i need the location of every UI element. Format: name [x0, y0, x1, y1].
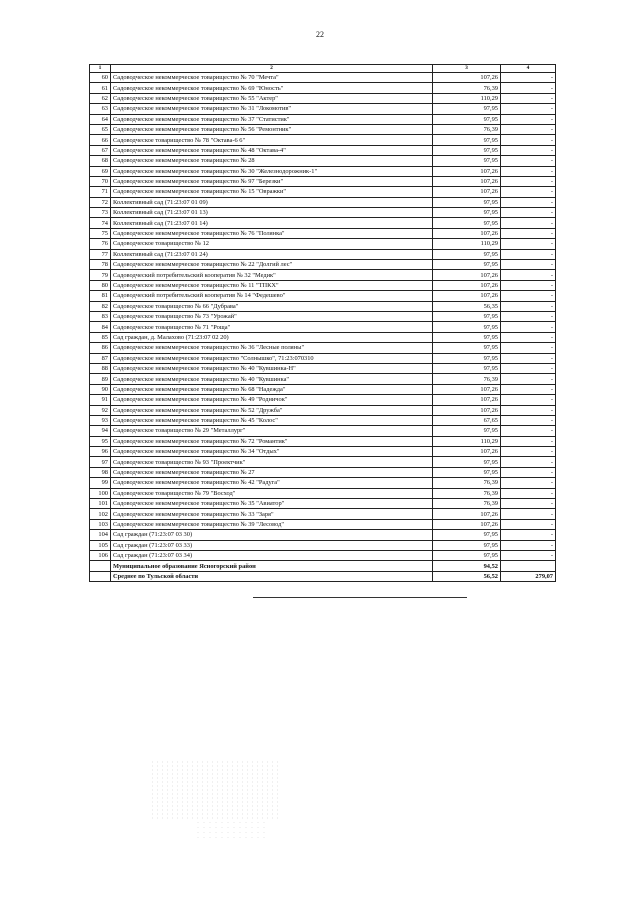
value-column-4: - — [501, 249, 556, 259]
value-column-3: 107,26 — [433, 270, 501, 280]
value-column-4: - — [501, 187, 556, 197]
organization-name: Сад граждан (71:23:07 03 34) — [111, 550, 433, 560]
value-column-3: 76,39 — [433, 499, 501, 509]
value-column-4: - — [501, 135, 556, 145]
row-number: 69 — [90, 166, 111, 176]
table-row — [90, 499, 556, 509]
row-number: 65 — [90, 124, 111, 134]
organization-name: Садоводческое некоммерческое товарищество № 70 "Мечта" — [111, 73, 433, 83]
table-row — [90, 467, 556, 477]
organization-name: Садоводческое некоммерческое товарищество № 28 — [111, 156, 433, 166]
value-column-3: 107,26 — [433, 405, 501, 415]
value-column-4: - — [501, 270, 556, 280]
organization-name: Садоводческое некоммерческое товарищество № 45 "Колос" — [111, 415, 433, 425]
value-column-4: - — [501, 73, 556, 83]
table-row — [90, 395, 556, 405]
table-row — [90, 478, 556, 488]
value-column-4: - — [501, 384, 556, 394]
value-column-3: 97,95 — [433, 530, 501, 540]
value-column-4: - — [501, 93, 556, 103]
row-number: 98 — [90, 467, 111, 477]
row-number: 104 — [90, 530, 111, 540]
summary-row — [90, 561, 556, 571]
value-column-4: - — [501, 374, 556, 384]
organization-name: Садоводческий потребительский кооператив № 14 "Федешево" — [111, 291, 433, 301]
organization-name: Садоводческое некоммерческое товарищество № 35 "Авиатор" — [111, 499, 433, 509]
organization-name: Садоводческое некоммерческое товарищество № 68 "Надежда" — [111, 384, 433, 394]
table-row — [90, 187, 556, 197]
value-column-4: - — [501, 83, 556, 93]
table-row — [90, 509, 556, 519]
value-column-4: - — [501, 540, 556, 550]
value-column-3: 97,95 — [433, 457, 501, 467]
value-column-3: 107,26 — [433, 291, 501, 301]
value-column-3: 107,26 — [433, 166, 501, 176]
value-column-3: 97,95 — [433, 156, 501, 166]
row-number: 66 — [90, 135, 111, 145]
table-row — [90, 156, 556, 166]
row-number: 82 — [90, 301, 111, 311]
row-number: 83 — [90, 311, 111, 321]
value-column-3: 107,26 — [433, 176, 501, 186]
value-column-4: - — [501, 280, 556, 290]
row-number: 81 — [90, 291, 111, 301]
table-row — [90, 260, 556, 270]
value-column-3: 97,95 — [433, 467, 501, 477]
row-number: 100 — [90, 488, 111, 498]
row-number: 64 — [90, 114, 111, 124]
value-column-3: 67,65 — [433, 415, 501, 425]
row-number — [90, 561, 111, 571]
organization-name: Муниципальное образование Ясногорский район — [111, 561, 433, 571]
row-number: 62 — [90, 93, 111, 103]
scan-artifact — [150, 760, 280, 820]
column-header-1: 1 — [90, 65, 111, 73]
organization-name: Садоводческое некоммерческое товарищество № 39 "Лесовод" — [111, 519, 433, 529]
value-column-4: - — [501, 145, 556, 155]
value-column-3: 110,29 — [433, 93, 501, 103]
value-column-4: - — [501, 291, 556, 301]
value-column-4: - — [501, 311, 556, 321]
organization-name: Садоводческое товарищество № 71 "Роща" — [111, 322, 433, 332]
value-column-3: 107,26 — [433, 187, 501, 197]
value-column-3: 97,95 — [433, 363, 501, 373]
organization-name: Садоводческое некоммерческое товарищество № 76 "Полянка" — [111, 228, 433, 238]
organization-name: Сад граждан (71:23:07 03 33) — [111, 540, 433, 550]
row-number: 63 — [90, 104, 111, 114]
organization-name: Садоводческое некоммерческое товарищество № 37 "Статистик" — [111, 114, 433, 124]
value-column-4: - — [501, 436, 556, 446]
table-row — [90, 311, 556, 321]
row-number: 87 — [90, 353, 111, 363]
organization-name: Среднее по Тульской области — [111, 571, 433, 581]
page-number: 22 — [316, 30, 324, 39]
value-column-4: - — [501, 530, 556, 540]
table-row — [90, 291, 556, 301]
organization-name: Садоводческое товарищество № 29 "Металлург" — [111, 426, 433, 436]
organization-name: Садоводческое некоммерческое товарищество № 72 "Романтик" — [111, 436, 433, 446]
organization-name: Садоводческое некоммерческое товарищество № 55 "Актер" — [111, 93, 433, 103]
table-row — [90, 145, 556, 155]
organization-name: Садоводческое товарищество № 73 "Урожай" — [111, 311, 433, 321]
organization-name: Садоводческое некоммерческое товарищество № 40 "Кувшинка-Н" — [111, 363, 433, 373]
organization-name: Садоводческий потребительский кооператив № 32 "Медик" — [111, 270, 433, 280]
value-column-4: - — [501, 509, 556, 519]
value-column-3: 107,26 — [433, 519, 501, 529]
table-row — [90, 73, 556, 83]
organization-name: Садоводческое товарищество № 79 "Восход" — [111, 488, 433, 498]
value-column-4: - — [501, 156, 556, 166]
organization-name: Садоводческое некоммерческое товарищество № 15 "Овражки" — [111, 187, 433, 197]
table-row — [90, 218, 556, 228]
value-column-4: - — [501, 467, 556, 477]
column-header-3: 3 — [433, 65, 501, 73]
value-column-3: 110,29 — [433, 436, 501, 446]
table-row — [90, 457, 556, 467]
table-row — [90, 343, 556, 353]
row-number: 84 — [90, 322, 111, 332]
value-column-3: 97,95 — [433, 353, 501, 363]
organization-name: Садоводческое некоммерческое товарищество № 27 — [111, 467, 433, 477]
value-column-4: - — [501, 208, 556, 218]
value-column-4: - — [501, 322, 556, 332]
value-column-3: 107,26 — [433, 395, 501, 405]
table-row — [90, 550, 556, 560]
organization-name: Коллективный сад (71:23:07 01 09) — [111, 197, 433, 207]
table-row — [90, 280, 556, 290]
organization-name: Садоводческое некоммерческое товарищество № 56 "Ремонтник" — [111, 124, 433, 134]
organization-name: Садоводческое некоммерческое товарищество № 31 "Локомотив" — [111, 104, 433, 114]
value-column-3: 94,52 — [433, 561, 501, 571]
value-column-4: - — [501, 519, 556, 529]
row-number: 85 — [90, 332, 111, 342]
table-row — [90, 332, 556, 342]
value-column-4: - — [501, 176, 556, 186]
table-row — [90, 322, 556, 332]
value-column-4: - — [501, 353, 556, 363]
value-column-3: 76,39 — [433, 374, 501, 384]
value-column-3: 76,39 — [433, 124, 501, 134]
row-number: 94 — [90, 426, 111, 436]
value-column-3: 107,26 — [433, 280, 501, 290]
value-column-4: - — [501, 488, 556, 498]
organization-name: Садоводческое некоммерческое товарищество № 49 "Родничок" — [111, 395, 433, 405]
organization-name: Садоводческое некоммерческое товарищество № 40 "Кувшинка" — [111, 374, 433, 384]
column-header-4: 4 — [501, 65, 556, 73]
row-number: 61 — [90, 83, 111, 93]
organization-name: Коллективный сад (71:23:07 01 14) — [111, 218, 433, 228]
value-column-3: 107,26 — [433, 447, 501, 457]
value-column-3: 110,29 — [433, 239, 501, 249]
organization-name: Садоводческое некоммерческое товарищество "Солнышко", 71:23:070310 — [111, 353, 433, 363]
row-number: 79 — [90, 270, 111, 280]
row-number: 86 — [90, 343, 111, 353]
row-number — [90, 571, 111, 581]
row-number: 90 — [90, 384, 111, 394]
table-row — [90, 540, 556, 550]
organization-name: Сад граждан (71:23:07 03 30) — [111, 530, 433, 540]
row-number: 88 — [90, 363, 111, 373]
closing-rule — [253, 597, 467, 598]
organization-name: Садоводческое товарищество № 66 "Дубрава" — [111, 301, 433, 311]
organization-name: Садоводческое товарищество № 78 "Октава-6 6" — [111, 135, 433, 145]
value-column-4: - — [501, 332, 556, 342]
table-row — [90, 239, 556, 249]
row-number: 76 — [90, 239, 111, 249]
row-number: 102 — [90, 509, 111, 519]
organization-name: Коллективный сад (71:23:07 01 13) — [111, 208, 433, 218]
row-number: 70 — [90, 176, 111, 186]
organization-name: Садоводческое некоммерческое товарищество № 11 "ТПКХ" — [111, 280, 433, 290]
organization-name: Садоводческое некоммерческое товарищество № 97 "Березки" — [111, 176, 433, 186]
organization-name: Садоводческое некоммерческое товарищество № 42 "Радуга" — [111, 478, 433, 488]
table-row — [90, 83, 556, 93]
value-column-3: 56,35 — [433, 301, 501, 311]
scan-artifact — [195, 820, 265, 840]
row-number: 75 — [90, 228, 111, 238]
table-row — [90, 270, 556, 280]
table-row — [90, 176, 556, 186]
value-column-4: - — [501, 405, 556, 415]
table-row — [90, 447, 556, 457]
row-number: 78 — [90, 260, 111, 270]
row-number: 101 — [90, 499, 111, 509]
organization-name: Садоводческое некоммерческое товарищество № 52 "Дружба" — [111, 405, 433, 415]
value-column-4: - — [501, 426, 556, 436]
table-row — [90, 249, 556, 259]
value-column-3: 76,39 — [433, 478, 501, 488]
table-row — [90, 197, 556, 207]
value-column-4: - — [501, 114, 556, 124]
value-column-4: - — [501, 415, 556, 425]
organization-name: Садоводческое некоммерческое товарищество № 22 "Долгий лес" — [111, 260, 433, 270]
value-column-3: 97,95 — [433, 145, 501, 155]
row-number: 89 — [90, 374, 111, 384]
organization-name: Коллективный сад (71:23:07 01 24) — [111, 249, 433, 259]
table-row — [90, 135, 556, 145]
value-column-4: 279,07 — [501, 571, 556, 581]
table-row — [90, 104, 556, 114]
value-column-3: 97,95 — [433, 197, 501, 207]
row-number: 67 — [90, 145, 111, 155]
value-column-4 — [501, 561, 556, 571]
value-column-3: 97,95 — [433, 249, 501, 259]
row-number: 93 — [90, 415, 111, 425]
row-number: 71 — [90, 187, 111, 197]
table-row — [90, 301, 556, 311]
value-column-3: 107,26 — [433, 509, 501, 519]
table-row — [90, 114, 556, 124]
value-column-4: - — [501, 550, 556, 560]
value-column-4: - — [501, 447, 556, 457]
table-row — [90, 530, 556, 540]
table-row — [90, 228, 556, 238]
row-number: 80 — [90, 280, 111, 290]
value-column-4: - — [501, 343, 556, 353]
value-column-3: 97,95 — [433, 426, 501, 436]
table-row — [90, 93, 556, 103]
value-column-3: 107,26 — [433, 384, 501, 394]
organization-name: Садоводческое некоммерческое товарищество № 34 "Отдых" — [111, 447, 433, 457]
value-column-4: - — [501, 124, 556, 134]
row-number: 68 — [90, 156, 111, 166]
table-row — [90, 384, 556, 394]
value-column-3: 97,95 — [433, 322, 501, 332]
row-number: 74 — [90, 218, 111, 228]
value-column-4: - — [501, 395, 556, 405]
summary-row — [90, 571, 556, 581]
organization-name: Садоводческое некоммерческое товарищество № 69 "Юность" — [111, 83, 433, 93]
row-number: 105 — [90, 540, 111, 550]
value-column-4: - — [501, 260, 556, 270]
row-number: 92 — [90, 405, 111, 415]
value-column-4: - — [501, 301, 556, 311]
value-column-3: 107,26 — [433, 73, 501, 83]
table-row — [90, 353, 556, 363]
table-row — [90, 488, 556, 498]
row-number: 73 — [90, 208, 111, 218]
value-column-4: - — [501, 239, 556, 249]
value-column-3: 97,95 — [433, 114, 501, 124]
value-column-3: 97,95 — [433, 208, 501, 218]
value-column-4: - — [501, 104, 556, 114]
row-number: 60 — [90, 73, 111, 83]
table-row — [90, 436, 556, 446]
row-number: 77 — [90, 249, 111, 259]
row-number: 91 — [90, 395, 111, 405]
table-row — [90, 166, 556, 176]
table-row — [90, 124, 556, 134]
value-column-3: 97,95 — [433, 260, 501, 270]
organization-name: Садоводческое некоммерческое товарищество № 48 "Октава-4" — [111, 145, 433, 155]
table-row — [90, 426, 556, 436]
row-number: 99 — [90, 478, 111, 488]
table-body — [90, 73, 556, 582]
value-column-3: 97,95 — [433, 540, 501, 550]
value-column-3: 97,95 — [433, 104, 501, 114]
value-column-4: - — [501, 457, 556, 467]
value-column-3: 56,52 — [433, 571, 501, 581]
table-header — [90, 65, 556, 73]
organization-name: Садоводческое некоммерческое товарищество № 33 "Заря" — [111, 509, 433, 519]
table-row — [90, 405, 556, 415]
row-number: 96 — [90, 447, 111, 457]
value-column-4: - — [501, 499, 556, 509]
row-number: 103 — [90, 519, 111, 529]
column-header-2: 2 — [111, 65, 433, 73]
value-column-3: 97,95 — [433, 218, 501, 228]
row-number: 72 — [90, 197, 111, 207]
value-column-3: 76,39 — [433, 83, 501, 93]
table-row — [90, 374, 556, 384]
table-row — [90, 519, 556, 529]
row-number: 97 — [90, 457, 111, 467]
organization-name: Садоводческое товарищество № 93 "Проектчик" — [111, 457, 433, 467]
table-row — [90, 415, 556, 425]
organization-name: Садоводческое некоммерческое товарищество № 30 "Железнодорожник-1" — [111, 166, 433, 176]
row-number: 95 — [90, 436, 111, 446]
value-column-4: - — [501, 478, 556, 488]
header-row — [90, 65, 556, 73]
value-column-3: 97,95 — [433, 135, 501, 145]
value-column-4: - — [501, 228, 556, 238]
table-row — [90, 363, 556, 373]
value-column-3: 97,95 — [433, 332, 501, 342]
value-column-4: - — [501, 218, 556, 228]
row-number: 106 — [90, 550, 111, 560]
value-column-4: - — [501, 197, 556, 207]
value-column-3: 97,95 — [433, 550, 501, 560]
tariff-table — [89, 64, 556, 582]
table-row — [90, 208, 556, 218]
value-column-3: 107,26 — [433, 228, 501, 238]
organization-name: Сад граждан, д. Малахово (71:23:07 02 20) — [111, 332, 433, 342]
organization-name: Садоводческое некоммерческое товарищество № 36 "Лесные поляны" — [111, 343, 433, 353]
value-column-4: - — [501, 166, 556, 176]
value-column-3: 97,95 — [433, 343, 501, 353]
organization-name: Садоводческое товарищество № 12 — [111, 239, 433, 249]
value-column-3: 76,39 — [433, 488, 501, 498]
value-column-4: - — [501, 363, 556, 373]
value-column-3: 97,95 — [433, 311, 501, 321]
